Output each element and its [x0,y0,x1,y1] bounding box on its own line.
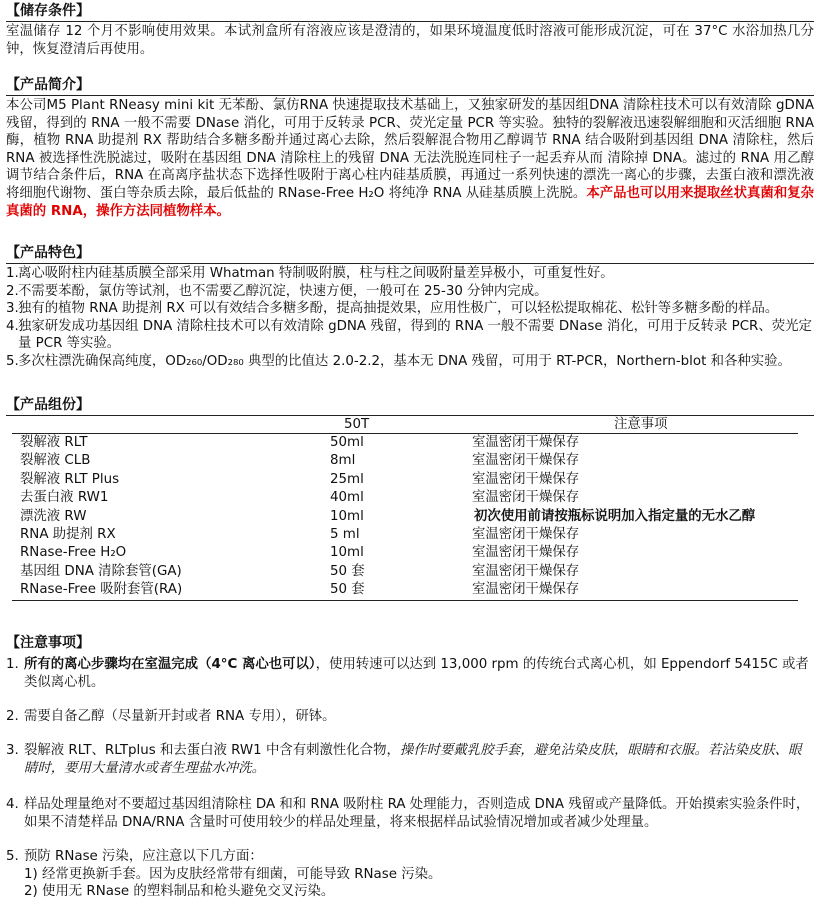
note-3-text: 裂解液 RLT、RLTplus 和去蛋白液 RW1 中含有刺激性化合物， [24,743,400,758]
component-amount: 50 套 [310,581,464,600]
component-row [12,581,798,600]
note-number: 1. [6,657,19,672]
header-name [12,416,310,434]
component-amount: 40ml [330,490,364,506]
feature-number: 1. [6,266,19,281]
storage-section [6,2,814,58]
feature-number: 3. [6,301,19,317]
feature-number: 5. [6,353,19,369]
component-amount: 50 套 [330,563,365,579]
note-5-sub-2: 2) 使用无 RNase 的塑料制品和枪头避免交叉污染。 [24,884,335,900]
component-name: 去蛋白液 RW1 [20,490,109,506]
note-1 [6,656,812,691]
component-name: RNase-Free H₂O [20,545,127,561]
header-note: 注意事项 [464,416,798,434]
features-section [6,244,814,371]
note-1-bold: 所有的离心步骤均在室温完成（4°C 离心也可以） [24,657,316,672]
note-1-text: ，使用转速可以达到 13,000 rpm 的传统台式离心机，如 Eppendorf 5415C 或者类似离心机。 [24,657,809,690]
component-name: RNase-Free 吸附套管(RA) [12,581,310,600]
component-row [12,526,798,544]
component-note: 室温密闭干燥保存 [472,490,580,506]
feature-text: 不需要苯酚，氯仿等试剂，也不需要乙醇沉淀，快速方便，一般可在 25-30 分钟内完成。 [18,283,548,299]
component-note: 初次使用前请按瓶标说明加入指定量的无水乙醇 [474,508,756,524]
feature-text: 独家研发成功基因组 DNA 清除柱技术可以有效清除 gDNA 残留，得到的 RNA 一般不需要 DNase 消化，可用于反转录 PCR、荧光定量 PCR 等实验。 [18,318,812,352]
feature-text: 独有的植物 RNA 助提剂 RX 可以有效结合多糖多酚，提高抽提效果，应用性极广，可以轻松提取棉花、松针等多糖多酚的样品。 [18,301,779,317]
component-row [12,489,798,507]
note-5-text: 预防 RNase 污染，应注意以下几方面： [24,849,263,864]
note-number: 4. [6,797,19,812]
component-row [12,471,798,489]
component-note: 室温密闭干燥保存 [472,563,580,579]
notes-title: 【注意事项】 [6,635,90,651]
note-3-italic: 操作时要戴乳胶手套，避免沾染皮肤，眼睛和衣服。若沾染皮肤、眼睛时，要用大量清水或者生理盐水冲洗。 [24,743,802,776]
feature-item [6,318,814,353]
component-amount: 8ml [330,453,356,469]
note-4 [6,796,812,831]
note-3 [6,742,812,777]
features-title: 【产品特色】 [6,244,814,264]
components-header-row [12,416,798,434]
feature-number: 4. [6,318,19,334]
component-name: 裂解液 CLB [20,453,91,469]
feature-text: 离心吸附柱内硅基质膜全部采用 Whatman 特制吸附膜，柱与柱之间吸附量差异极小，可重复性好。 [18,266,614,281]
components-title: 【产品组份】 [6,396,814,416]
intro-highlight: 本产品也可以用来提取丝状真菌和复杂真菌的 RNA，操作方法同植物样本。 [6,185,815,219]
feature-item [6,300,814,318]
feature-item [6,283,814,301]
component-note: 室温密闭干燥保存 [472,471,580,487]
component-note: 室温密闭干燥保存 [472,435,580,450]
intro-body: 本公司M5 Plant RNeasy mini kit 无苯酚、氯仿RNA 快速提取技术基础上，又独家研发的基因组DNA 清除柱技术可以有效清除 gDNA 残留，得到的 RNA 一般不需要 DNase 消化，可用于反转录 PCR、荧光定量 PCR 等实验。独特的裂解液迅速裂解细胞和灭活细胞 RNA 酶，植物 RNA 助提剂 RX 帮助结合多糖多酚并通过离心去除，然后裂解混合物用乙醇调节 RNA 结合吸附到基因组 DNA 清除柱，然后 RNA 被选择性洗脱滤过，吸附在基因组 DNA 清除柱上的残留 DNA 无法洗脱连同柱子一起丢弃从而 清除掉 DNA。滤过的 RNA 用乙醇调节结合条件后，RNA 在高离序盐状态下选择性吸附于离心柱内硅基质膜，再通过一系列快速的漂洗一离心的步骤，去蛋白液和漂洗液将细胞代谢物、蛋白等杂质去除，最后低盐的 RNase-Free H₂O 将纯净 RNA 从硅基质膜上洗脱。 [6,98,814,201]
note-number: 5. [6,849,19,864]
component-name: RNA 助提剂 RX [20,527,116,543]
intro-section [6,76,814,220]
component-row [12,544,798,562]
note-5-sub-1: 1) 经常更换新手套。因为皮肤经常带有细菌，可能导致 RNase 污染。 [24,866,442,882]
component-row [12,508,798,526]
component-note: 室温密闭干燥保存 [472,545,580,561]
feature-text: 多次柱漂洗确保高纯度，OD₂₆₀/OD₂₈₀ 典型的比值达 2.0-2.2，基本无 DNA 残留，可用于 RT-PCR，Northern-blot 和各种实验。 [18,353,791,369]
note-number: 3. [6,743,19,758]
component-name: 裂解液 RLT Plus [20,471,120,487]
components-table [12,416,798,601]
features-list [6,265,814,371]
intro-text [6,97,814,220]
note-2 [6,708,812,726]
component-amount: 5 ml [330,527,360,543]
feature-item [6,265,814,283]
component-note: 室温密闭干燥保存 [472,527,580,543]
component-row [12,452,798,470]
component-amount: 10ml [330,545,364,561]
component-amount: 25ml [330,471,364,487]
notes-section [6,634,814,653]
note-number: 2. [6,709,19,724]
note-5 [6,848,812,901]
intro-title: 【产品简介】 [6,76,814,96]
component-name: 漂洗液 RW [20,508,87,524]
feature-item [6,353,814,371]
component-note: 室温密闭干燥保存 [472,453,580,469]
storage-text: 室温储存 12 个月不影响使用效果。本试剂盒所有溶液应该是澄清的，如果环境温度低时溶液可能形成沉淀，可在 37°C 水浴加热几分钟，恢复澄清后再使用。 [6,24,814,57]
component-row [12,563,798,581]
header-amount: 50T [310,416,464,434]
note-4-text: 样品处理量绝对不要超过基因组清除柱 DA 和和 RNA 吸附柱 RA 处理能力，否则造成 DNA 残留或产量降低。开始摸索实验条件时，如果不清楚样品 DNA/RNA 含量时可使用较少的样品处理量，将来根据样品试验情况增加或者减少处理量。 [24,797,810,830]
storage-title: 【储存条件】 [6,2,814,22]
components-section [6,396,814,416]
component-name: 裂解液 RLT [20,435,88,450]
component-row [12,434,798,453]
component-amount: 50ml [330,435,364,450]
component-note: 室温密闭干燥保存 [464,581,798,600]
feature-number: 2. [6,283,19,299]
component-amount: 10ml [330,508,364,524]
component-name: 基因组 DNA 清除套管(GA) [20,563,182,579]
note-2-text: 需要自备乙醇（尽量新开封或者 RNA 专用），研钵。 [24,709,336,724]
